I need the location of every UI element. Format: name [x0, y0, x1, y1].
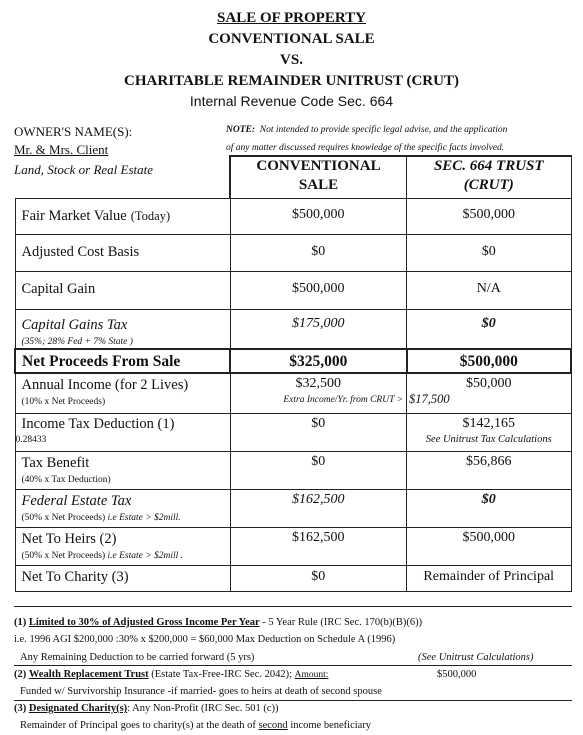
- cgt-trust: $0: [407, 309, 572, 349]
- gain-conventional: $500,000: [230, 271, 407, 309]
- heirs-conventional: $162,500: [230, 527, 407, 565]
- heirs-sub: (50% x Net Proceeds): [21, 550, 106, 561]
- title-line-3: VS.: [280, 52, 303, 68]
- table-row: [15, 349, 571, 373]
- footnote-2-line2: Funded w/ Survivorship Insurance -if married- goes to heirs at death of second spouse: [20, 686, 382, 697]
- header-empty-cell: [15, 156, 230, 198]
- footnote-3-line2-pre: Remainder of Principal goes to charity(s) at the death of: [20, 720, 256, 731]
- col-conventional-line2: SALE: [298, 177, 339, 193]
- footnote-1-line3: Any Remaining Deduction to be carried forward (5 yrs): [20, 652, 255, 663]
- footnote-rule-top: [14, 606, 572, 607]
- title-line-4: CHARITABLE REMAINDER UNITRUST (CRUT): [124, 73, 459, 89]
- col-trust: [407, 156, 572, 198]
- table-row: [15, 309, 571, 349]
- estate-sub: (50% x Net Proceeds): [21, 512, 106, 523]
- charity-trust: Remainder of Principal: [407, 565, 572, 591]
- footnote-3-num: (3): [14, 703, 27, 714]
- estate-conventional: $162,500: [230, 489, 407, 527]
- table-row: [15, 527, 571, 565]
- table-row: [15, 565, 571, 591]
- table-row: [15, 234, 571, 271]
- deduction-sub: 0.28433: [15, 434, 47, 445]
- cgt-sub: (35%; 28% Fed + 7% State ): [21, 336, 133, 347]
- footnote-2-amount-label: Amount:: [294, 670, 329, 680]
- deduction-trust-note: See Unitrust Tax Calculations: [425, 433, 552, 445]
- gain-trust: N/A: [407, 271, 572, 309]
- table-row: [15, 198, 571, 234]
- footnote-3-line2: [20, 720, 371, 731]
- heirs-label: Net To Heirs (2): [21, 530, 117, 547]
- footnote-1: [14, 617, 422, 628]
- footnote-3-line2-post: income beneficiary: [290, 720, 372, 731]
- footnote-2-amount: $500,000: [437, 669, 477, 680]
- note-line-1: [226, 125, 507, 135]
- footnote-1-num: (1): [14, 617, 27, 628]
- footnote-rule-3: [14, 700, 572, 701]
- estate-trust: $0: [407, 489, 572, 527]
- net-trust: $500,000: [407, 349, 572, 373]
- property-type: Land, Stock or Real Estate: [14, 162, 154, 177]
- footnote-1-rest: - 5 Year Rule (IRC Sec. 170(b)(B)(6)): [262, 617, 423, 628]
- title-line-5: Internal Revenue Code Sec. 664: [189, 93, 394, 109]
- title-line-2: CONVENTIONAL SALE: [208, 31, 375, 47]
- footnote-3-line2-underlined: second: [258, 720, 288, 731]
- income-trust: $50,000: [466, 376, 512, 391]
- footnote-2-rest: (Estate Tax-Free-IRC Sec. 2042);: [151, 669, 293, 680]
- basis-conventional: $0: [230, 234, 407, 271]
- cgt-label: Capital Gains Tax: [21, 316, 128, 333]
- benefit-label: Tax Benefit: [21, 454, 90, 471]
- charity-conventional: $0: [230, 565, 407, 591]
- benefit-sub: (40% x Tax Deduction): [21, 474, 111, 485]
- deduction-conventional: $0: [230, 413, 407, 451]
- footnote-3-title: Designated Charity(s): [28, 703, 128, 714]
- benefit-conventional: $0: [230, 451, 407, 489]
- charity-label: Net To Charity (3): [15, 565, 230, 591]
- gain-label: Capital Gain: [15, 271, 230, 309]
- table-row: [15, 451, 571, 489]
- footnote-rule-2: [14, 665, 572, 666]
- footnote-1-line2: i.e. 1996 AGI $200,000 :30% x $200,000 = $60,000 Max Deduction on Schedule A (1996): [14, 634, 396, 645]
- footnote-2-num: (2): [14, 669, 27, 680]
- estate-label: Federal Estate Tax: [21, 492, 132, 509]
- owner-label: OWNER'S NAME(S):: [14, 124, 133, 139]
- note-text-1: Not intended to provide specific legal advise, and the application: [259, 125, 508, 135]
- benefit-trust: $56,866: [407, 451, 572, 489]
- footnote-3-rest: : Any Non-Profit (IRC Sec. 501 (c)): [127, 703, 279, 714]
- footnote-2-title: Wealth Replacement Trust: [28, 669, 149, 680]
- cgt-conventional: $175,000: [230, 309, 407, 349]
- header-row: [15, 156, 571, 198]
- comparison-table: [14, 155, 572, 592]
- table-row: [15, 373, 571, 413]
- heirs-sub2: i.e Estate > $2mill .: [107, 550, 184, 561]
- estate-sub2: i.e Estate > $2mill.: [107, 512, 181, 523]
- basis-label: Adjusted Cost Basis: [15, 234, 230, 271]
- table-row: [15, 271, 571, 309]
- extra-income-value: $17,500: [409, 392, 450, 406]
- income-sub: (10% x Net Proceeds): [21, 397, 106, 407]
- heirs-trust: $500,000: [407, 527, 572, 565]
- col-trust-line2: (CRUT): [463, 177, 514, 193]
- note-line-2: of any matter discussed requires knowledge of the specific facts involved.: [226, 143, 505, 153]
- income-conventional: $32,500: [295, 376, 341, 391]
- extra-income-note: Extra Income/Yr. from CRUT >: [283, 395, 403, 405]
- col-conventional-line1: CONVENTIONAL: [256, 158, 381, 174]
- fmv-trust: $500,000: [407, 198, 572, 234]
- deduction-label: Income Tax Deduction (1): [21, 415, 175, 432]
- basis-trust: $0: [407, 234, 572, 271]
- footnote-1-title: Limited to 30% of Adjusted Gross Income Per Year: [28, 617, 260, 628]
- net-label: Net Proceeds From Sale: [15, 349, 230, 373]
- title-line-1: SALE OF PROPERTY: [217, 10, 366, 26]
- col-conventional: [230, 156, 407, 198]
- net-conventional: $325,000: [230, 349, 407, 373]
- fmv-label: Fair Market Value: [21, 207, 127, 224]
- note-label: NOTE:: [226, 125, 256, 135]
- income-label: Annual Income (for 2 Lives): [21, 377, 189, 393]
- owner-name: Mr. & Mrs. Client: [14, 142, 109, 157]
- fmv-label-suffix: (Today): [130, 208, 171, 223]
- table-row: [15, 413, 571, 451]
- footnote-1-line3-right: (See Unitrust Calculations): [418, 652, 534, 663]
- footnote-3: [14, 703, 279, 714]
- deduction-trust: $142,165: [462, 415, 515, 431]
- footnote-2: [14, 669, 328, 680]
- fmv-conventional: $500,000: [230, 198, 407, 234]
- col-trust-line1: SEC. 664 TRUST: [433, 158, 544, 174]
- table-row: [15, 489, 571, 527]
